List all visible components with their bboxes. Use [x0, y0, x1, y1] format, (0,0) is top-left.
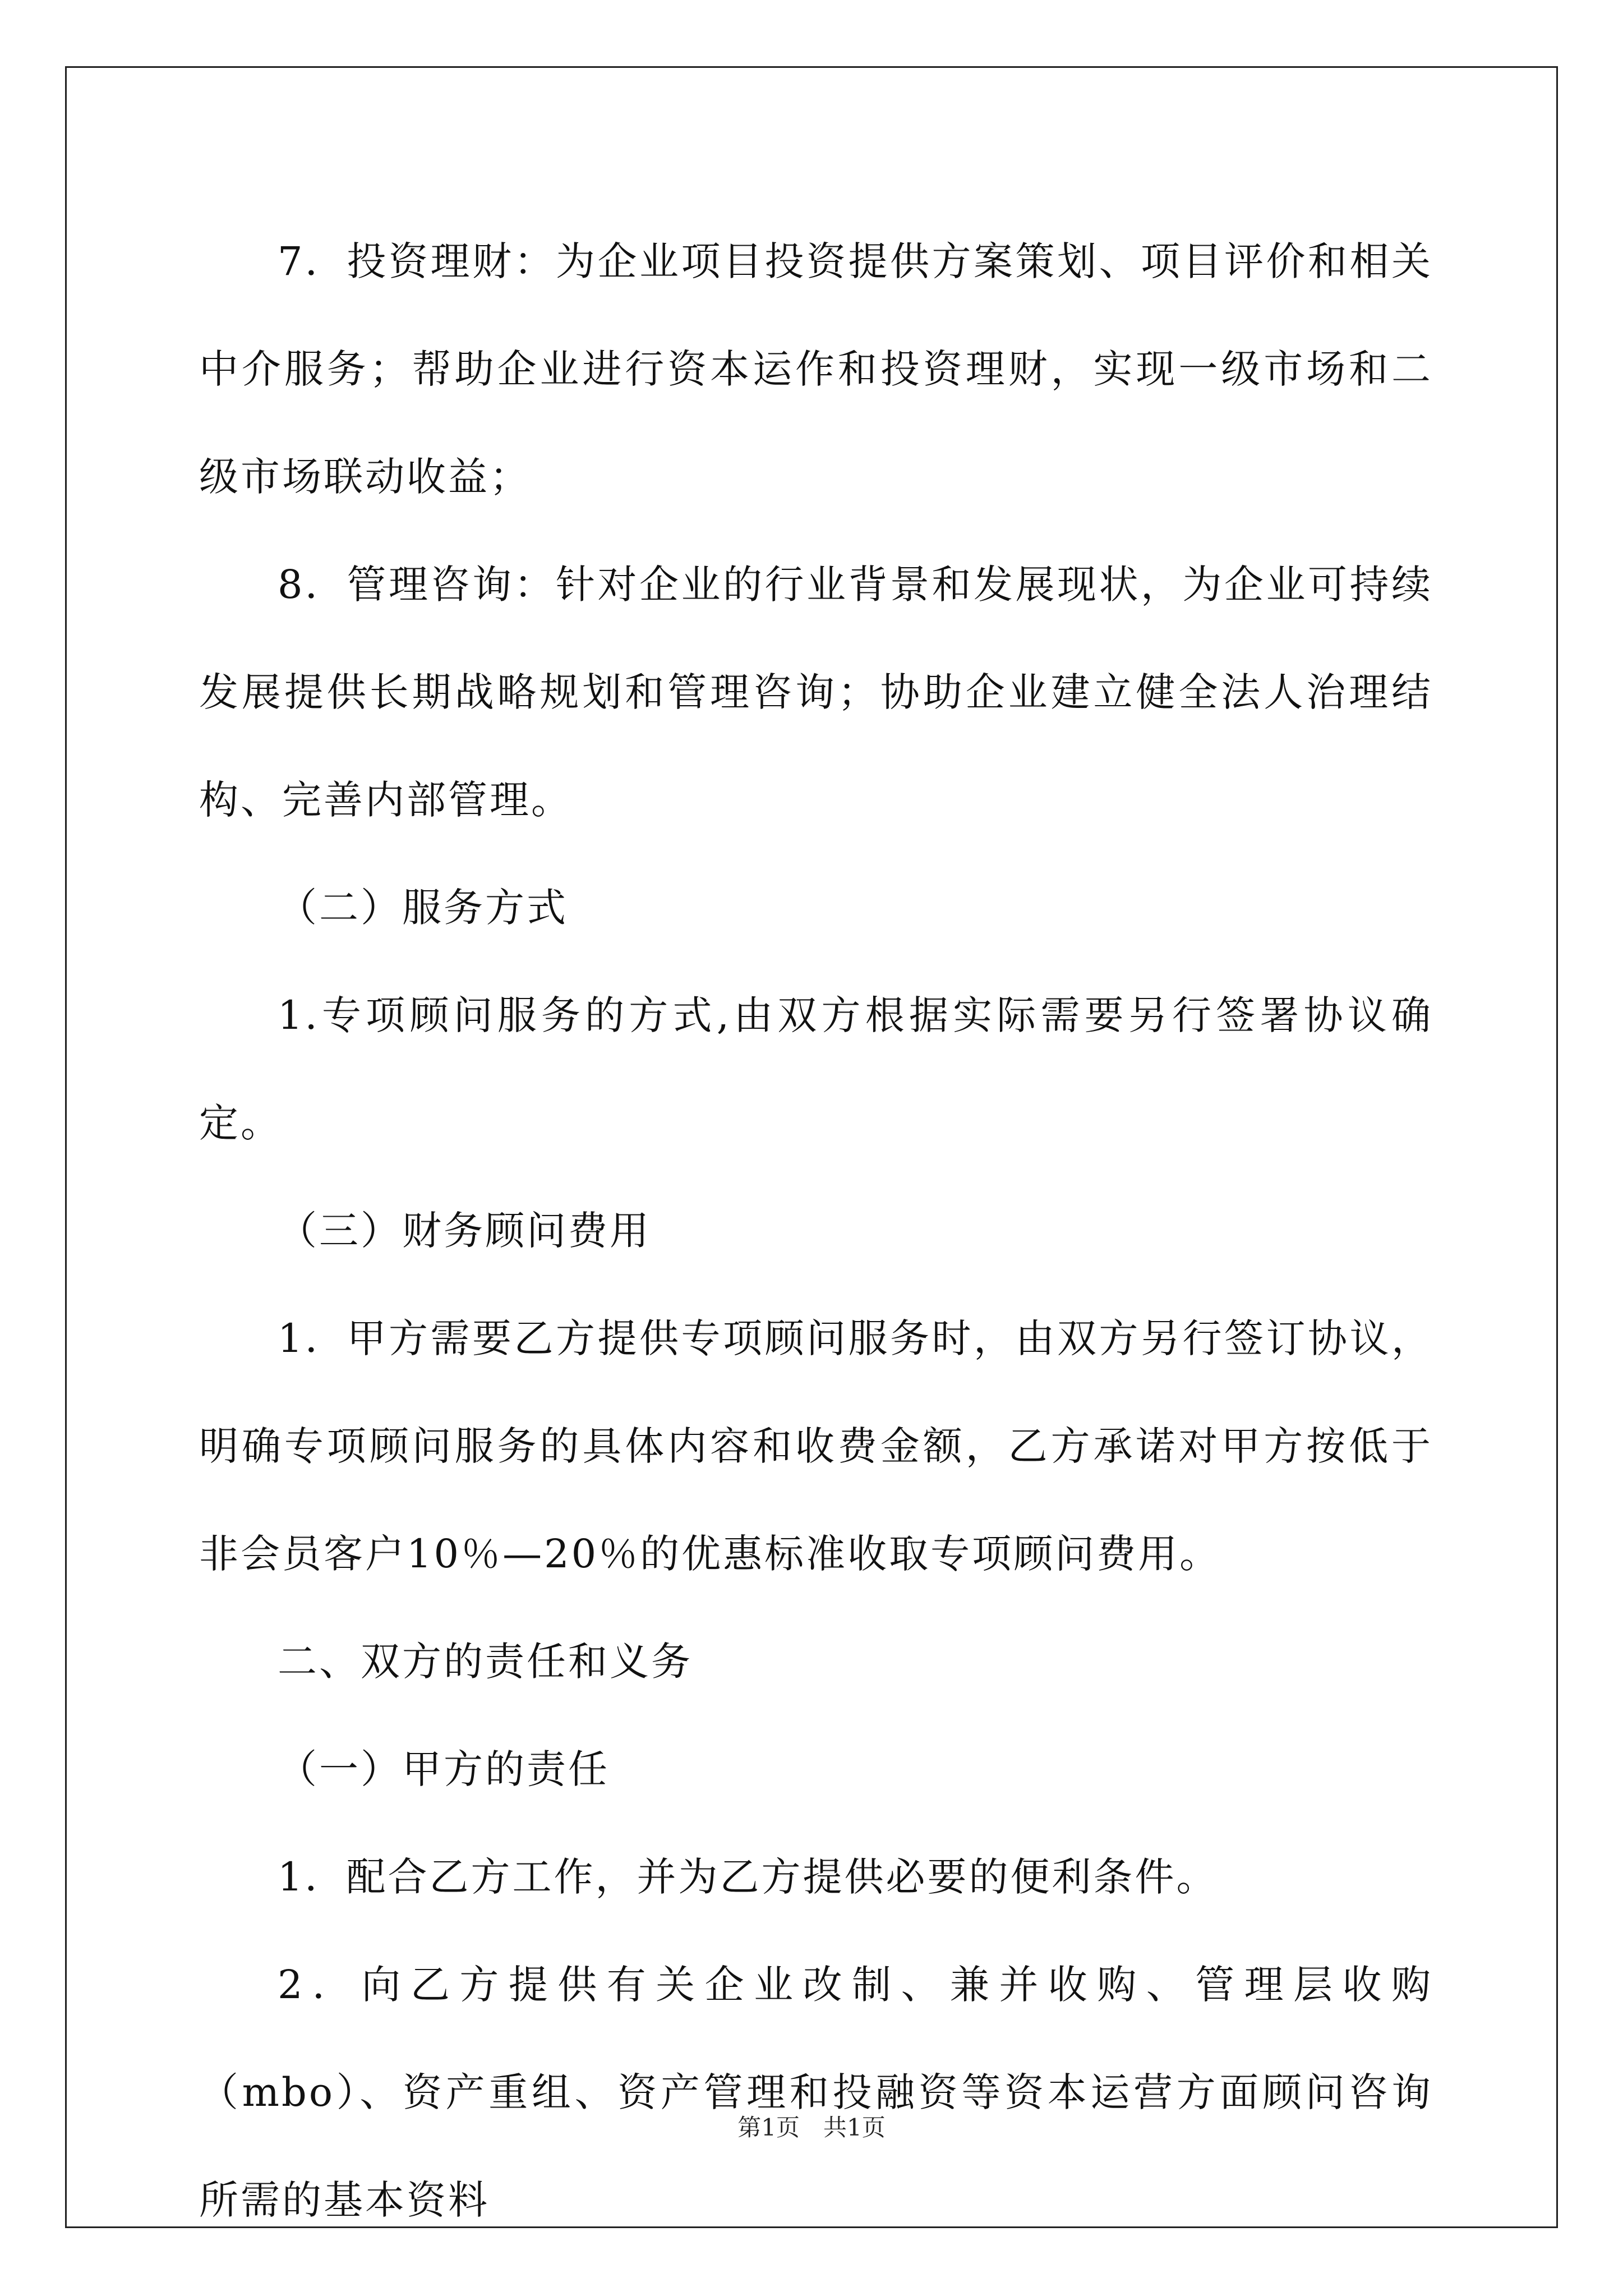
paragraph-investment-finance: 7．投资理财：为企业项目投资提供方案策划、项目评价和相关中介服务；帮助企业进行资本运作和投资理财，实现一级市场和二级市场联动收益；	[199, 238, 1433, 500]
document-body	[199, 208, 1433, 2254]
paragraph-advisory-fees-1: 1．甲方需要乙方提供专项顾问服务时，由双方另行签订协议，明确专项顾问服务的具体内容和收费金额，乙方承诺对甲方按低于非会员客户10％—20％的优惠标准收取专项顾问费用。	[199, 1315, 1433, 1577]
paragraph-party-a-1: 1．配合乙方工作，并为乙方提供必要的便利条件。	[278, 1854, 1218, 1900]
heading-party-a-responsibility: （一）甲方的责任	[278, 1746, 610, 1792]
heading-service-method: （二）服务方式	[278, 885, 568, 931]
paragraph-management-consulting: 8．管理咨询：针对企业的行业背景和发展现状，为企业可持续发展提供长期战略规划和管理咨询；协助企业建立健全法人治理结构、完善内部管理。	[199, 562, 1433, 823]
paragraph-service-method-1: 1.专项顾问服务的方式,由双方根据实际需要另行签署协议确定。	[199, 992, 1433, 1146]
heading-responsibilities: 二、双方的责任和义务	[278, 1639, 693, 1685]
heading-advisory-fees: （三）财务顾问费用	[278, 1208, 651, 1254]
page-footer: 第1页 共1页	[737, 2114, 886, 2141]
paragraph-party-a-2: 2．向乙方提供有关企业改制、兼并收购、管理层收购（mbo）、资产重组、资产管理和投融资等资本运营方面顾问咨询所需的基本资料	[199, 1962, 1433, 2223]
